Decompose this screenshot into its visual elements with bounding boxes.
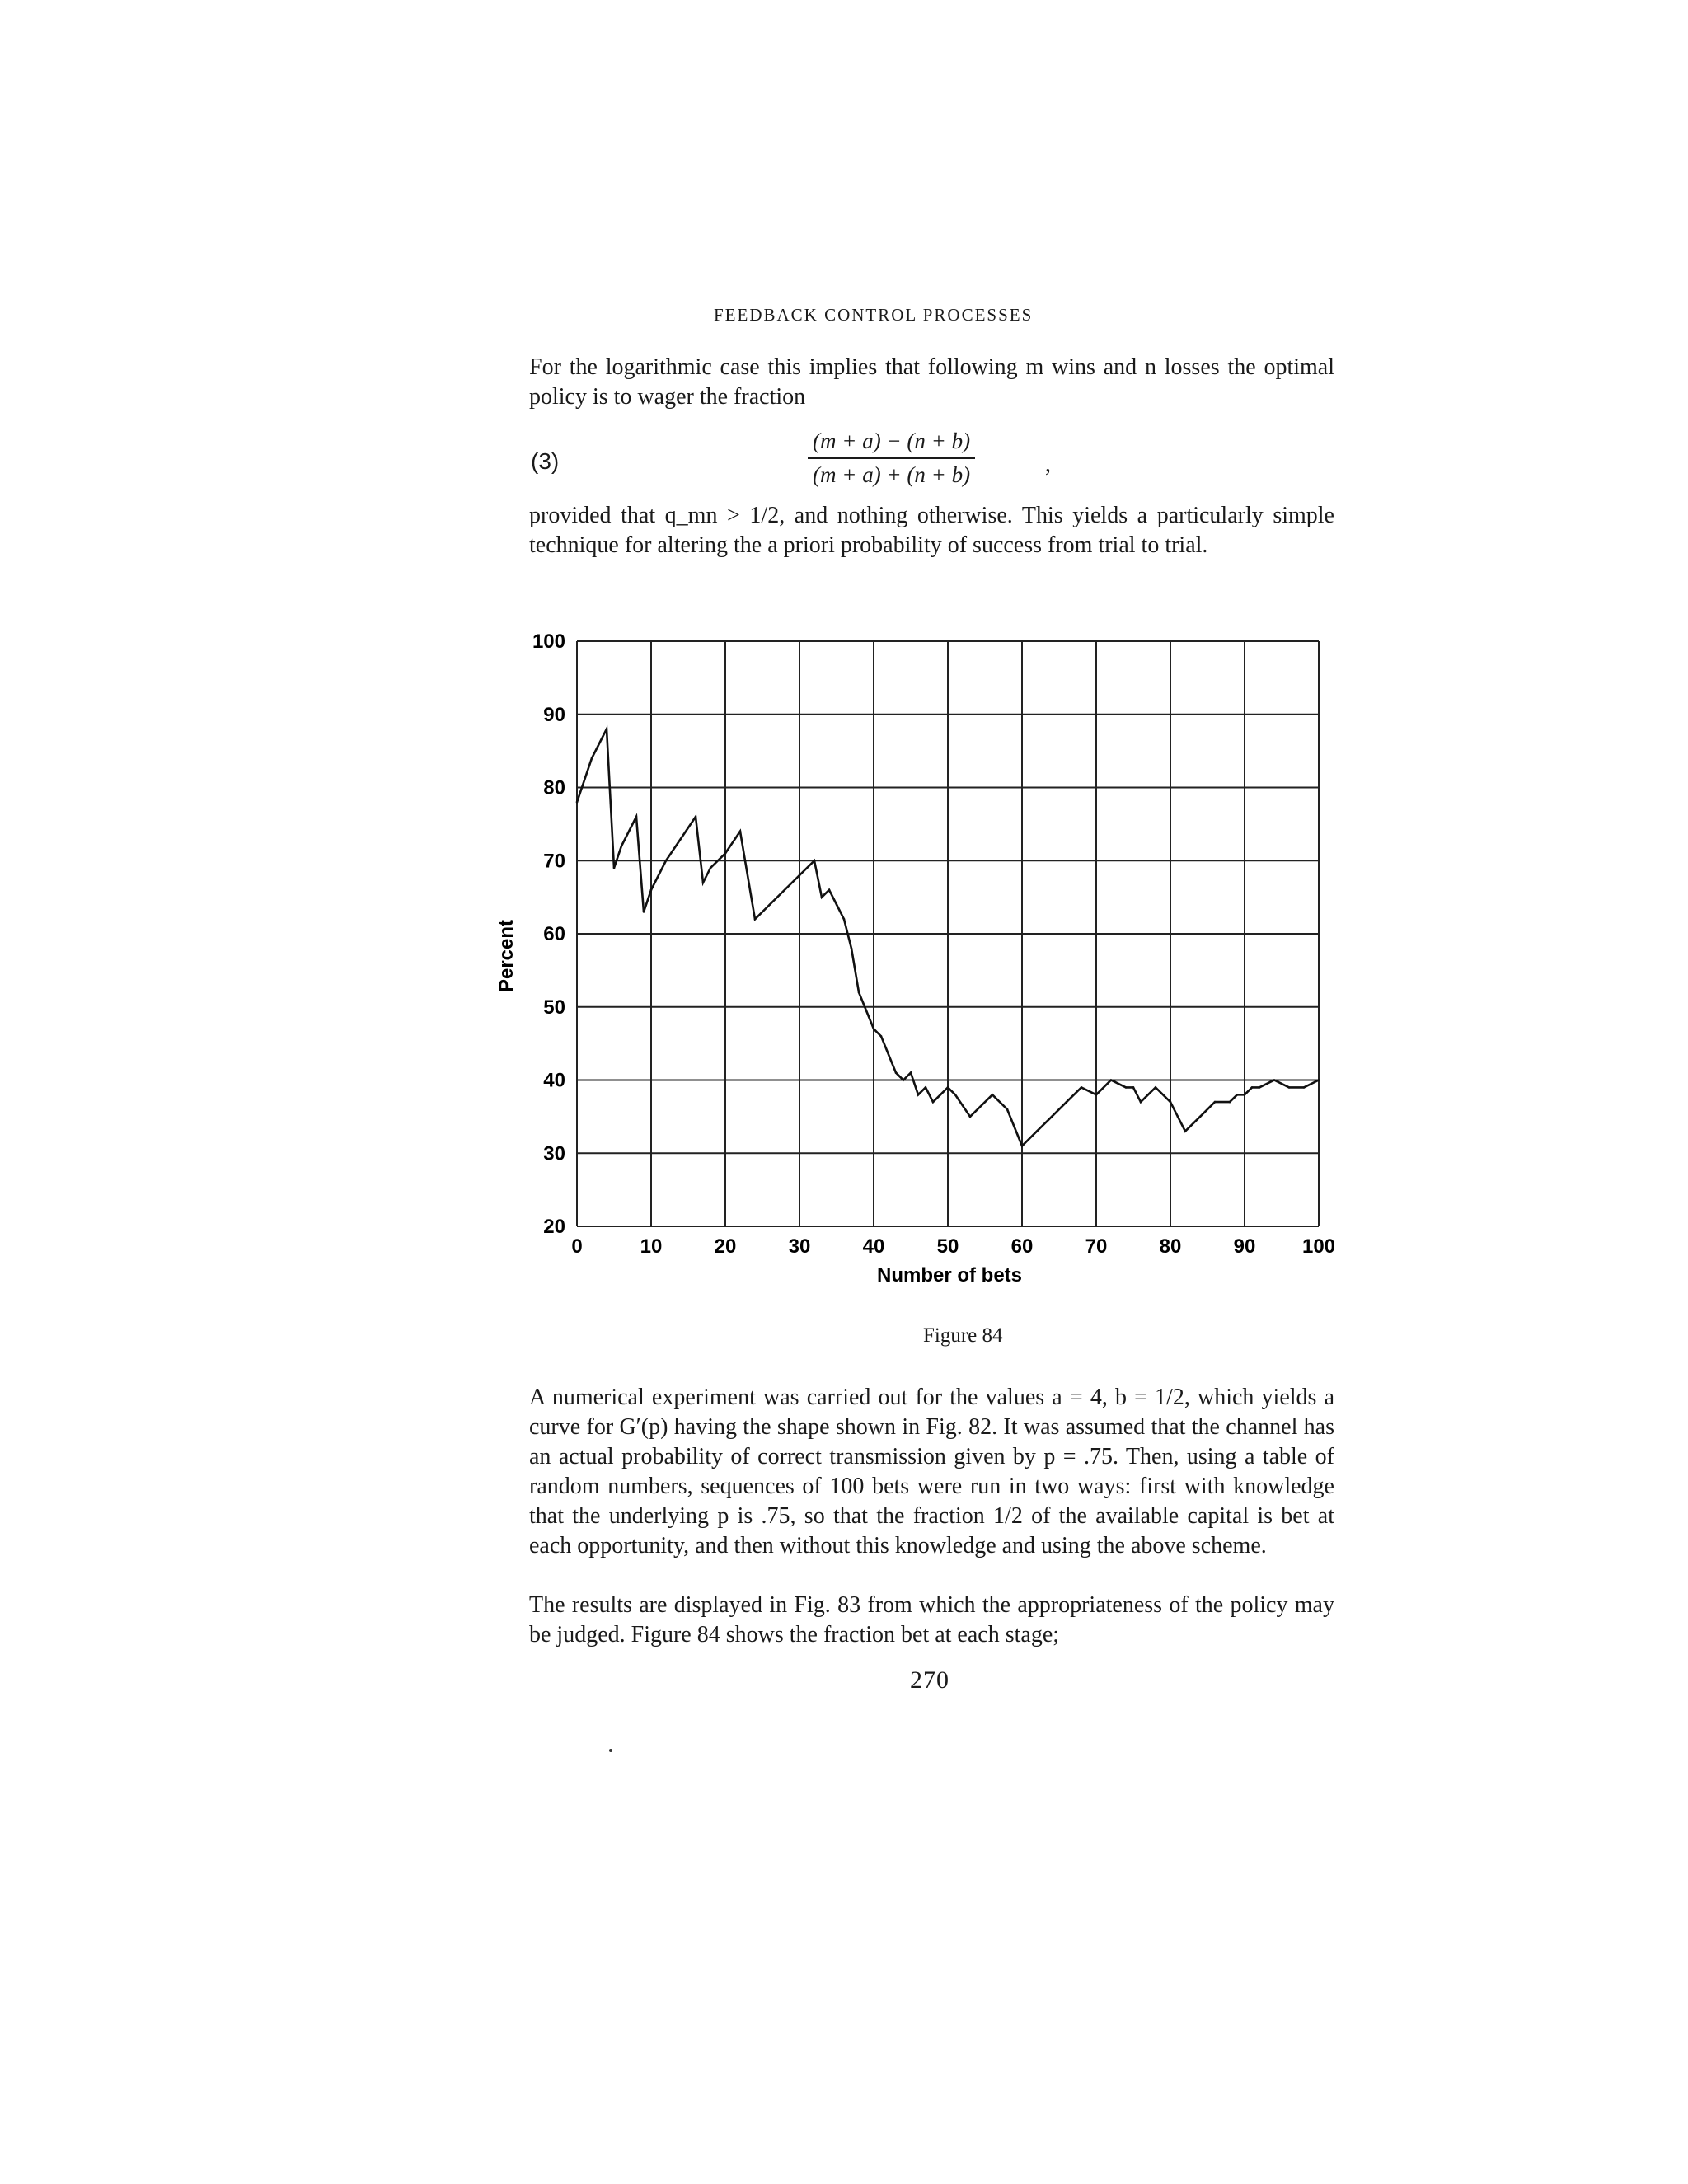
paragraph-proviso: provided that q_mn > 1/2, and nothing otherwise. This yields a particularly simple technique for altering the a priori probability of success from trial to trial. (529, 503, 1334, 558)
x-tick-label-9: 90 (1233, 1235, 1256, 1258)
x-tick-label-2: 20 (714, 1235, 737, 1258)
data-point-62 (1318, 1079, 1320, 1081)
y-tick-label-4: 60 (543, 923, 565, 945)
data-point-43 (1095, 1094, 1098, 1096)
data-point-7 (650, 889, 653, 892)
data-point-0 (576, 801, 579, 804)
data-point-29 (917, 1094, 920, 1096)
data-point-20 (836, 903, 838, 906)
data-point-14 (754, 918, 757, 921)
data-point-12 (724, 852, 727, 855)
data-point-13 (739, 830, 742, 832)
data-point-22 (851, 948, 853, 950)
data-point-30 (925, 1086, 927, 1089)
figure-caption: Figure 84 (923, 1324, 1003, 1347)
equation-numerator: (m + a) − (n + b) (808, 429, 975, 459)
equation-fraction (808, 429, 975, 488)
data-point-31 (932, 1101, 935, 1104)
data-point-59 (1273, 1079, 1276, 1081)
data-point-46 (1132, 1086, 1135, 1089)
y-tick-label-7: 90 (543, 703, 565, 726)
data-point-8 (665, 860, 668, 862)
data-point-58 (1259, 1086, 1261, 1089)
y-tick-label-0: 20 (543, 1216, 565, 1238)
data-point-60 (1288, 1086, 1291, 1089)
data-point-1 (591, 757, 593, 760)
x-tick-label-0: 0 (571, 1235, 583, 1258)
running-header: FEEDBACK CONTROL PROCESSES (714, 305, 1034, 325)
data-point-2 (606, 728, 608, 730)
data-point-52 (1199, 1116, 1202, 1118)
data-point-35 (969, 1116, 972, 1118)
x-tick-label-7: 70 (1085, 1235, 1108, 1258)
x-tick-label-4: 40 (862, 1235, 885, 1258)
data-point-44 (1110, 1079, 1113, 1081)
data-point-38 (1021, 1145, 1024, 1147)
data-point-16 (799, 874, 801, 877)
data-point-23 (858, 991, 860, 994)
print-speck (609, 1749, 612, 1752)
data-point-3 (613, 867, 616, 869)
data-point-42 (1081, 1086, 1083, 1089)
data-point-26 (895, 1071, 898, 1074)
data-point-56 (1244, 1094, 1246, 1096)
data-point-10 (702, 882, 705, 884)
data-point-21 (843, 918, 846, 921)
data-point-39 (1036, 1130, 1039, 1132)
data-point-17 (814, 860, 816, 862)
equation-number: (3) (531, 448, 560, 474)
x-tick-label-5: 50 (936, 1235, 959, 1258)
y-tick-label-5: 70 (543, 850, 565, 873)
data-point-9 (695, 816, 697, 818)
data-point-41 (1066, 1101, 1068, 1104)
y-axis-label: Percent (495, 919, 518, 993)
data-point-19 (828, 889, 831, 892)
data-point-32 (940, 1094, 942, 1096)
data-point-57 (1251, 1086, 1254, 1089)
y-tick-label-2: 40 (543, 1069, 565, 1092)
y-tick-label-6: 80 (543, 776, 565, 799)
data-point-24 (873, 1028, 875, 1030)
data-point-4 (621, 845, 623, 847)
data-point-53 (1214, 1101, 1217, 1104)
data-point-6 (643, 911, 645, 913)
data-point-48 (1155, 1086, 1157, 1089)
data-point-61 (1303, 1086, 1306, 1089)
data-point-51 (1184, 1130, 1187, 1132)
data-point-55 (1236, 1094, 1239, 1096)
x-tick-label-3: 30 (788, 1235, 811, 1258)
x-axis-label: Number of bets (876, 1264, 1023, 1286)
data-point-37 (1006, 1108, 1009, 1111)
data-point-47 (1140, 1101, 1142, 1104)
data-point-28 (910, 1071, 912, 1074)
data-point-54 (1229, 1101, 1231, 1104)
data-point-15 (769, 903, 771, 906)
paragraph-experiment: A numerical experiment was carried out for the values a = 4, b = 1/2, which yields a curve for G′(p) having the shape shown in Fig. 82. It was assumed that the channel has an actual probability of correct transmission given by p = .75. Then, using a table of random numbers, sequences of 100 bets were run in two ways: first with knowledge that the underlying p is .75, so that the fraction 1/2 of the available capital is bet at each opportunity, and then without this knowledge and using the above scheme. (529, 1385, 1334, 1558)
data-point-25 (880, 1035, 883, 1038)
data-point-45 (1125, 1086, 1128, 1089)
y-tick-label-8: 100 (532, 630, 565, 653)
page-number: 270 (910, 1666, 950, 1694)
y-tick-label-3: 50 (543, 996, 565, 1019)
data-point-27 (903, 1079, 905, 1081)
data-point-49 (1170, 1101, 1172, 1104)
equation-comma: , (1045, 452, 1051, 477)
x-tick-label-10: 100 (1301, 1235, 1336, 1258)
y-tick-label-1: 30 (543, 1142, 565, 1165)
x-tick-label-1: 10 (640, 1235, 663, 1258)
equation-denominator: (m + a) + (n + b) (813, 462, 971, 487)
data-point-40 (1051, 1116, 1053, 1118)
axis-tick-labels (532, 630, 1335, 1258)
data-point-33 (947, 1086, 950, 1089)
paragraph-results: The results are displayed in Fig. 83 from which the appropriateness of the policy may be judged. Figure 84 shows the fraction bet at each stage; (529, 1592, 1334, 1647)
x-tick-label-8: 80 (1159, 1235, 1182, 1258)
data-point-5 (635, 816, 638, 818)
data-point-36 (992, 1094, 994, 1096)
grid-lines (577, 641, 1319, 1226)
data-point-50 (1177, 1116, 1179, 1118)
paragraph-intro: For the logarithmic case this implies that following m wins and n losses the optimal policy is to wager the fraction (529, 354, 1334, 410)
figure-84-chart (495, 622, 1352, 1306)
data-point-18 (821, 896, 823, 898)
x-tick-label-6: 60 (1010, 1235, 1034, 1258)
data-point-34 (954, 1094, 957, 1096)
data-point-11 (710, 867, 712, 869)
